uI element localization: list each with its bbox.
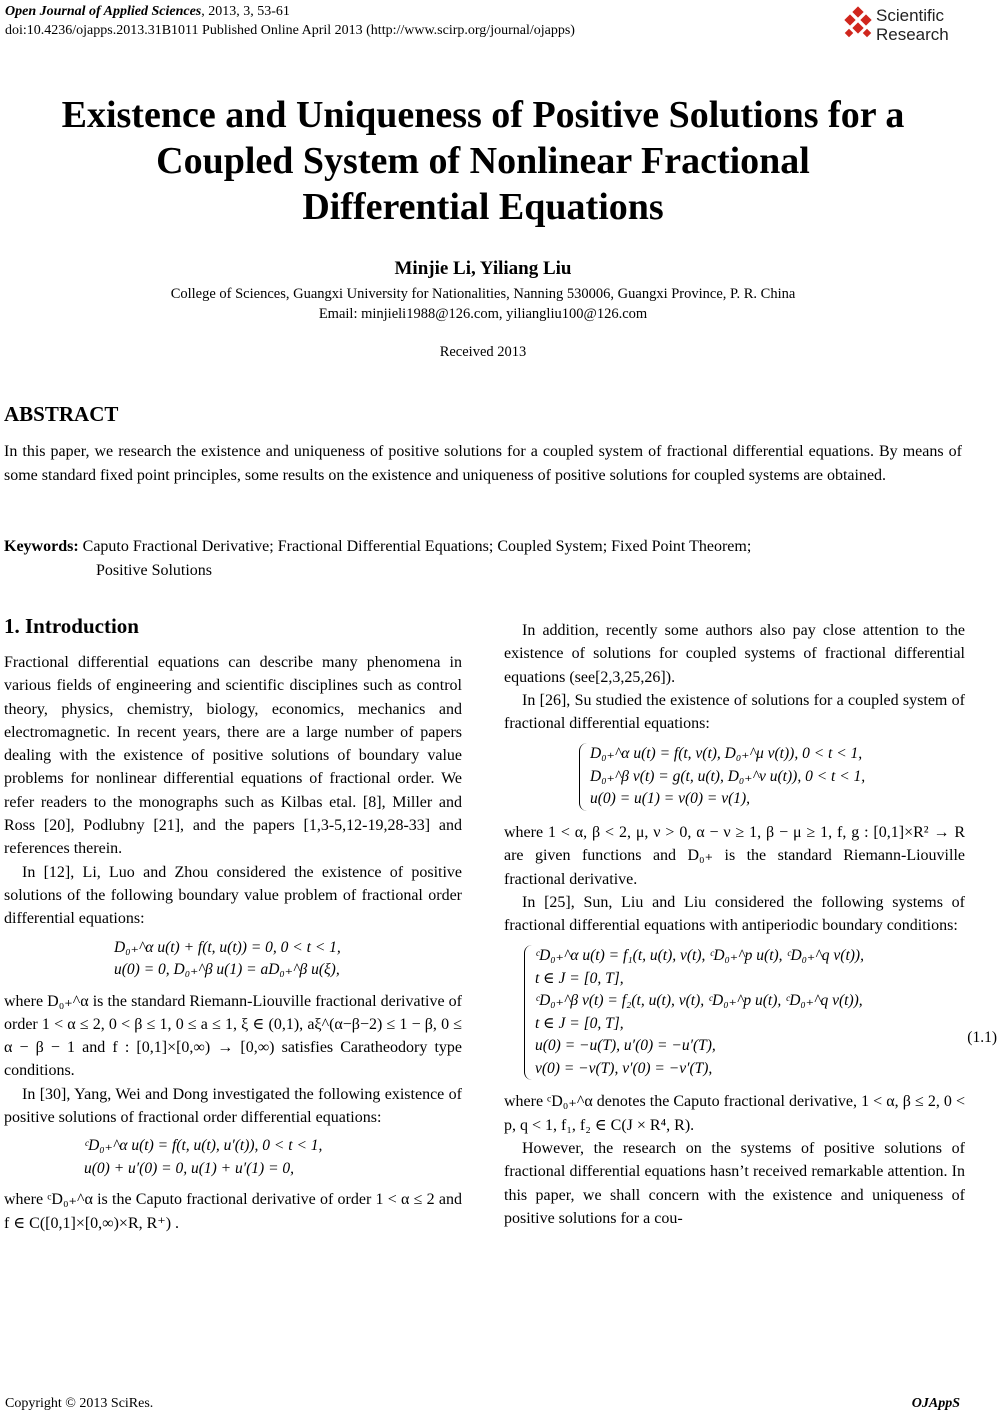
title-line-3: Differential Equations — [302, 186, 664, 228]
equation-line: u(0) = u(1) = v(0) = v(1), — [590, 790, 751, 808]
authors: Minjie Li, Yiliang Liu — [394, 258, 572, 279]
paragraph-line: where ᶜD₀₊^α is the Caputo fractional derivative of order — [4, 1191, 372, 1209]
equation-1-1 — [524, 945, 997, 1080]
keywords — [4, 535, 962, 583]
doi-line: doi:10.4236/ojapps.2013.31B1011 Published Online April 2013 (http://www.scirp.org/journal/ojapps) — [5, 23, 575, 38]
affiliation: College of Sciences, Guangxi University for Nationalities, Nanning 530006, Guangxi Province, P. R. China — [170, 286, 796, 302]
intro-paragraph-11: However, the research on the systems of positive solutions of fractional differential equations hasn’t received remarkable attention. In this paper, we shall concern with the existence and uniqueness of positive solutions for a cou- — [504, 1140, 965, 1227]
intro-paragraph-7: In [26], Su studied the existence of solutions for a coupled system of fractional differential equations: — [504, 691, 965, 733]
title-line-2: Coupled System of Nonlinear Fractional — [156, 140, 810, 182]
equation-line: u(0) = −u(T), u′(0) = −u′(T), — [535, 1037, 716, 1055]
left-column — [4, 613, 462, 1235]
keywords-line-2: Positive Solutions — [96, 562, 213, 579]
paragraph-line: where D₀₊^α is the standard Riemann-Liouville fractional derivative of order 1 < α ≤ 2, 0 < β ≤ 1, 0 ≤ a ≤ 1, ξ ∈ (0,1), — [4, 992, 462, 1033]
equation-yang-wei-dong — [84, 1135, 462, 1180]
received-date: Received 2013 — [439, 344, 527, 360]
intro-paragraph-9: In [25], Sun, Liu and Liu considered the following systems of fractional differential equations with antiperiodic boundary conditions: — [504, 893, 965, 935]
right-column — [504, 619, 997, 1230]
equation-line: ᶜD₀₊^α u(t) = f(t, u(t), u′(t)), 0 < t < 1, — [84, 1137, 323, 1155]
equation-line: D₀₊^α u(t) = f(t, v(t), D₀₊^μ v(t)), 0 < t < 1, — [590, 745, 863, 763]
paragraph-line: where ᶜD₀₊^α denotes the Caputo fractional derivative, — [504, 1093, 858, 1111]
footer-copyright: Copyright © 2013 SciRes. — [5, 1396, 154, 1411]
equation-line: u(0) + u′(0) = 0, u(1) + u′(1) = 0, — [84, 1159, 295, 1177]
intro-paragraph-5 — [4, 1188, 462, 1235]
intro-paragraph-3 — [4, 990, 462, 1083]
paragraph-line: are given functions and D₀₊ is the standard Riemann-Liouville fractional derivative. — [504, 847, 965, 888]
keywords-line-1: Caputo Fractional Derivative; Fractional Differential Equations; Coupled System; Fixed Point Theorem; — [78, 538, 752, 555]
logo-line-2: Research — [876, 25, 949, 44]
equation-li-luo-zhou — [114, 937, 462, 982]
equation-line: v(0) = −v(T), v′(0) = −v′(T), — [535, 1059, 713, 1077]
intro-paragraph-10 — [504, 1090, 965, 1137]
intro-paragraph-8 — [504, 821, 965, 891]
equation-line: t ∈ J = [0, T], — [535, 969, 624, 987]
equation-number: (1.1) — [967, 1029, 997, 1047]
logo-line-1: Scientific — [876, 6, 945, 25]
intro-paragraph-1: Fractional differential equations can describe many phenomena in various fields of engineering and scientific disciplines such as control theory, physics, chemistry, biology, economics, mechanics and electromagnetic. In recent years, there are a large number of papers dealing with the existence of positive solutions of boundary value problems for nonlinear differential equations of fractional order. We refer readers to the monographs such as Kilbas etal. [8], Miller and Ross [20], Podlubny [21], and the papers [1,3-5,12-19,28-33] and references therein. — [4, 654, 462, 858]
intro-paragraph-4: In [30], Yang, Wei and Dong investigated the following existence of positive solutions of fractional order differential equations: — [4, 1085, 462, 1127]
equation-line: u(0) = 0, D₀₊^β u(1) = aD₀₊^β u(ξ), — [114, 961, 340, 979]
citation: , 2013, 3, 53-61 — [201, 4, 290, 19]
paragraph-line: satisfies Caratheodory type conditions. — [4, 1039, 463, 1080]
paragraph-line: 1 < α ≤ 2 and f ∈ C([0,1]×[0,∞)×R, R⁺) . — [4, 1191, 463, 1232]
intro-paragraph-6: In addition, recently some authors also pay close attention to the existence of solutions for coupled systems of fractional differential equations (see[2,3,25,26]). — [504, 622, 965, 686]
email: Email: minjieli1988@126.com, yiliangliu100@126.com — [318, 306, 648, 322]
intro-paragraph-2: In [12], Li, Luo and Zhou considered the existence of positive solutions of the following boundary value problem of fractional order differential equations: — [4, 863, 462, 928]
journal-name: Open Journal of Applied Sciences — [5, 4, 202, 19]
abstract-body: In this paper, we research the existence and uniqueness of positive solutions for a coupled system of fractional differential equations. By means of some standard fixed point principles, some results on the existence and uniqueness of positive solutions for coupled systems are obtained. — [4, 443, 962, 484]
equation-line: ᶜD₀₊^α u(t) = f₁(t, u(t), v(t), ᶜD₀₊^p u(t), ᶜD₀₊^q v(t)), — [535, 947, 864, 965]
paragraph-line: where 1 < α, β < 2, μ, ν > 0, α − ν ≥ 1, β − μ ≥ 1, f, g : [0,1]×R² → R — [504, 823, 965, 841]
title-line-1: Existence and Uniqueness of Positive Solutions for a — [61, 94, 905, 136]
footer-journal-abbr: OJAppS — [911, 1396, 960, 1411]
paper-title — [0, 92, 966, 230]
running-header — [5, 2, 575, 40]
equation-su-system — [579, 743, 965, 811]
publisher-logo — [842, 4, 960, 44]
equation-line: ᶜD₀₊^β v(t) = f₂(t, u(t), v(t), ᶜD₀₊^p u(t), ᶜD₀₊^q v(t)), — [535, 992, 863, 1010]
paragraph-line: aξ^(α−β−2) ≤ 1 − β, 0 ≤ α − β − 1 and f : [0,1]×[0,∞) → [0,∞) — [4, 1015, 463, 1057]
keywords-label: Keywords: — [4, 538, 79, 555]
affiliation-block — [0, 284, 966, 324]
section-heading-introduction: 1. Introduction — [4, 614, 139, 638]
paragraph-line: 1 < α, β ≤ 2, 0 < p, q < 1, f₁, f₂ ∈ C(J × R⁴, R). — [504, 1093, 966, 1134]
logo-icon — [842, 8, 874, 40]
equation-line: D₀₊^α u(t) + f(t, u(t)) = 0, 0 < t < 1, — [114, 938, 341, 956]
abstract-heading: ABSTRACT — [4, 402, 119, 426]
equation-line: D₀₊^β v(t) = g(t, u(t), D₀₊^ν u(t)), 0 < t < 1, — [590, 767, 866, 785]
equation-line: t ∈ J = [0, T], — [535, 1014, 624, 1032]
